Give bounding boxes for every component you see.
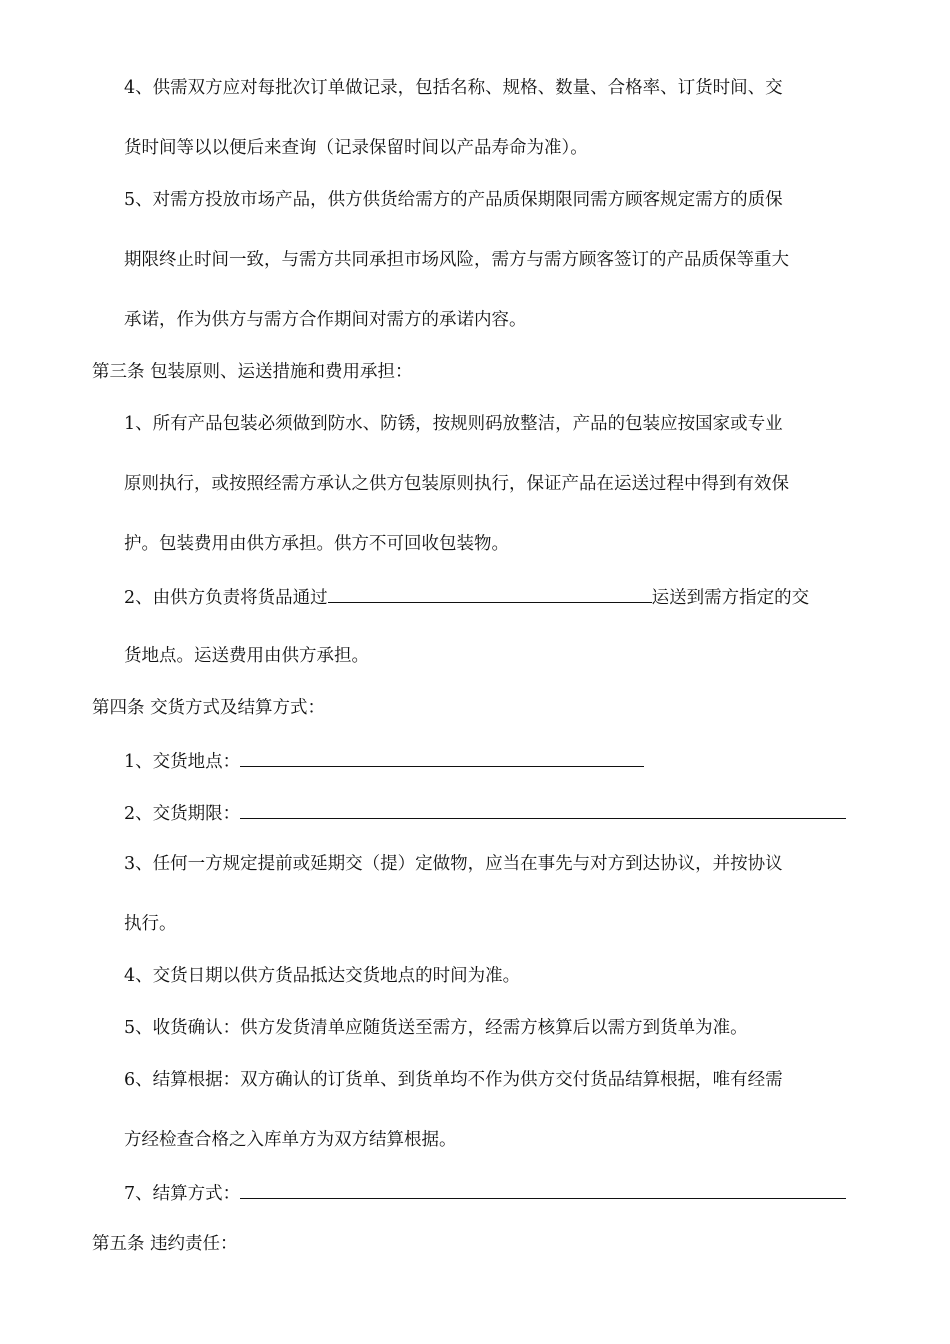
- article-5-heading: 第五条 违约责任：: [92, 1234, 238, 1254]
- clause-5-line-1: 5、对需方投放市场产品，供方供货给需方的产品质保期限同需方顾客规定需方的质保: [124, 190, 783, 210]
- article-4-clause-6-line-1: 6、结算根据：双方确认的订货单、到货单均不作为供方交付货品结算根据，唯有经需: [124, 1070, 783, 1090]
- clause-4-line-1: 4、供需双方应对每批次订单做记录，包括名称、规格、数量、合格率、订货时间、交: [124, 78, 783, 98]
- article-4-clause-3-line-2: 执行。: [124, 914, 177, 934]
- article-3-clause-1-line-2: 原则执行，或按照经需方承认之供方包装原则执行，保证产品在运送过程中得到有效保: [124, 474, 789, 494]
- article-3-clause-1-line-1: 1、所有产品包装必须做到防水、防锈，按规则码放整洁，产品的包装应按国家或专业: [124, 414, 783, 434]
- delivery-deadline-blank[interactable]: [240, 800, 846, 819]
- article-3-clause-2-line-1: [124, 584, 809, 610]
- article-4-clause-5: 5、收货确认：供方发货清单应随货送至需方，经需方核算后以需方到货单为准。: [124, 1018, 748, 1038]
- article-4-clause-3-line-1: 3、任何一方规定提前或延期交（提）定做物，应当在事先与对方到达协议，并按协议: [124, 854, 783, 874]
- clause-5-line-3: 承诺，作为供方与需方合作期间对需方的承诺内容。: [124, 310, 527, 330]
- transport-method-blank[interactable]: [328, 584, 652, 603]
- article-4-clause-7: [124, 1180, 846, 1206]
- article-3-clause-1-line-3: 护。包装费用由供方承担。供方不可回收包装物。: [124, 534, 509, 554]
- delivery-location-blank[interactable]: [240, 748, 644, 767]
- transport-clause-suffix: 运送到需方指定的交: [651, 588, 810, 608]
- article-4-clause-2: [124, 800, 846, 826]
- article-4-clause-1: [124, 748, 644, 774]
- settlement-method-label: 7、结算方式：: [124, 1184, 241, 1204]
- clause-4-line-2: 货时间等以以便后来查询（记录保留时间以产品寿命为准）。: [124, 138, 588, 158]
- article-4-clause-4: 4、交货日期以供方货品抵达交货地点的时间为准。: [124, 966, 521, 986]
- article-3-clause-2-line-2: 货地点。运送费用由供方承担。: [124, 646, 369, 666]
- delivery-location-label: 1、交货地点：: [124, 752, 241, 772]
- delivery-deadline-label: 2、交货期限：: [124, 804, 241, 824]
- transport-clause-prefix: 2、由供方负责将货品通过: [124, 588, 328, 608]
- clause-5-line-2: 期限终止时间一致，与需方共同承担市场风险，需方与需方顾客签订的产品质保等重大: [124, 250, 789, 270]
- settlement-method-blank[interactable]: [240, 1180, 846, 1199]
- article-4-heading: 第四条 交货方式及结算方式：: [92, 698, 326, 718]
- article-3-heading: 第三条 包装原则、运送措施和费用承担：: [92, 362, 413, 382]
- article-4-clause-6-line-2: 方经检查合格之入库单方为双方结算根据。: [124, 1130, 457, 1150]
